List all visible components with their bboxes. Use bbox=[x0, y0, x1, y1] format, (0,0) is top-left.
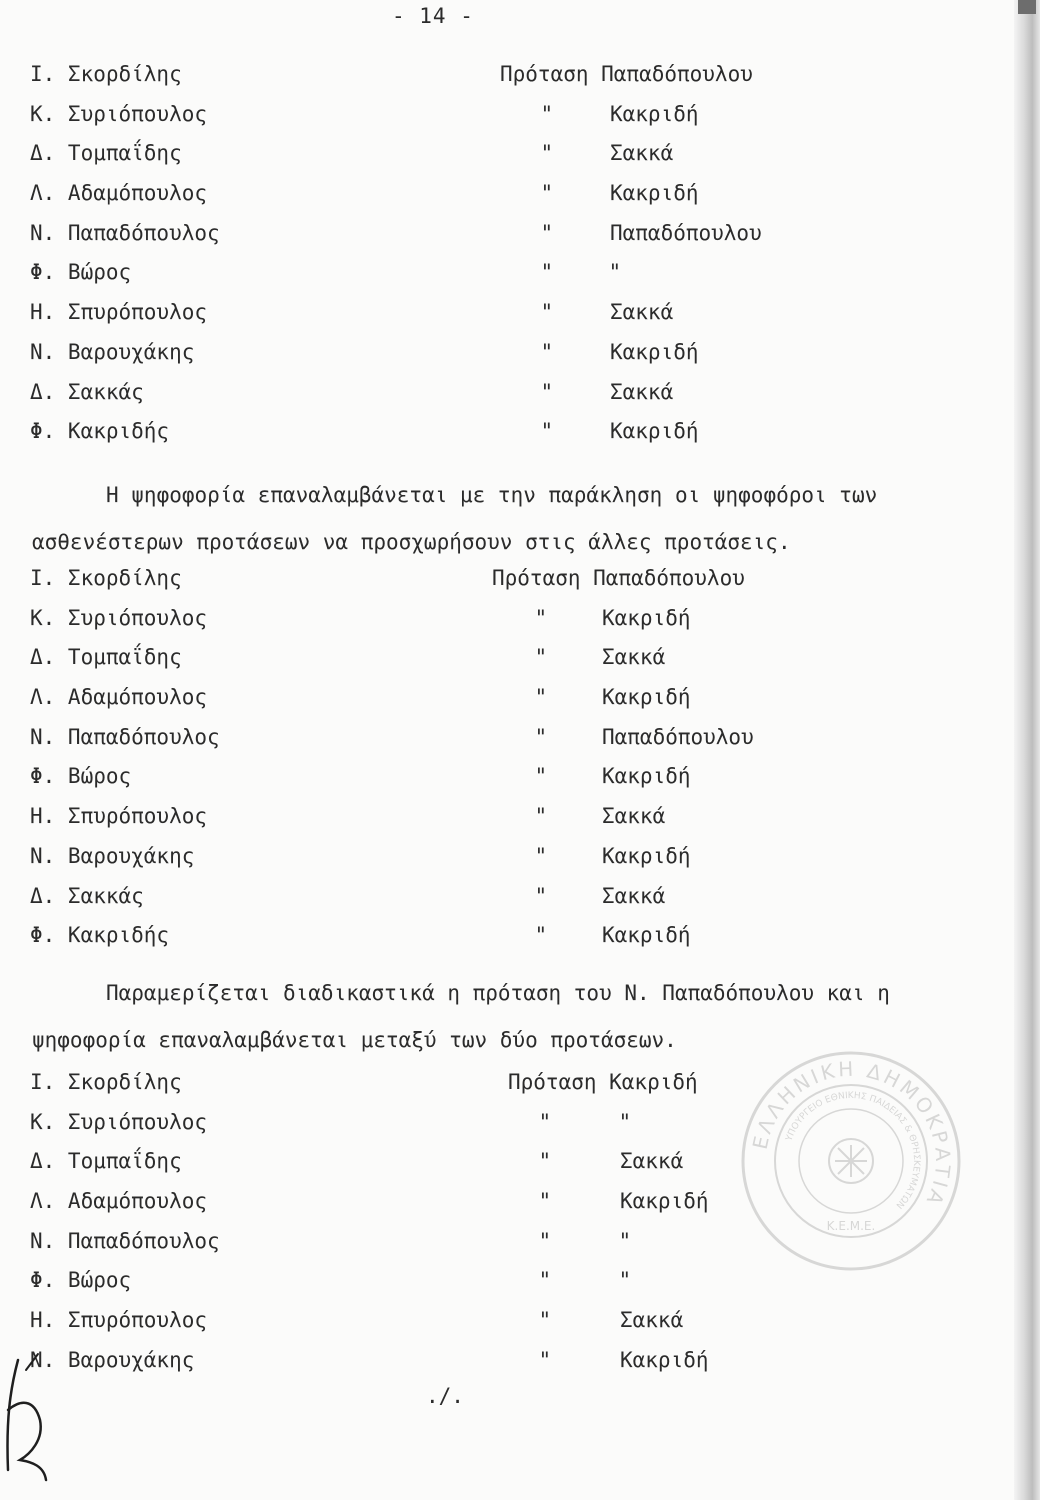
vote-row bbox=[30, 300, 830, 340]
ditto-mark: " bbox=[540, 1268, 550, 1293]
vote-choice: Σακκά bbox=[602, 645, 666, 670]
vote-choice: Κακριδή bbox=[610, 339, 699, 364]
member-name: Δ. Τομπαΐδης bbox=[30, 645, 182, 670]
vote-choice: Κακριδή bbox=[602, 764, 691, 789]
vote-row bbox=[30, 141, 830, 181]
member-name: Ι. Σκορδίλης bbox=[30, 566, 182, 590]
vote-row bbox=[30, 1229, 830, 1269]
vote-row bbox=[30, 181, 830, 221]
member-name: Δ. Τομπαΐδης bbox=[30, 1149, 182, 1174]
vote-row bbox=[30, 1189, 830, 1229]
ditto-mark: " bbox=[540, 1347, 550, 1372]
proposal-header: Πρόταση Παπαδόπουλου bbox=[492, 566, 745, 590]
end-mark: ./. bbox=[426, 1384, 464, 1408]
ditto-mark: " bbox=[540, 1228, 550, 1253]
vote-row bbox=[30, 645, 830, 685]
paragraph-line: Παραμερίζεται διαδικαστικά η πρόταση του Ν. Παπαδόπουλου και η bbox=[106, 981, 890, 1005]
vote-row bbox=[30, 419, 830, 459]
vote-choice: Σακκά bbox=[620, 1308, 684, 1333]
member-name: Κ. Συριόπουλος bbox=[30, 101, 208, 126]
vote-row bbox=[30, 221, 830, 261]
vote-choice: Κακριδή bbox=[602, 605, 691, 630]
vote-choice: " bbox=[620, 1228, 630, 1253]
ditto-mark: " bbox=[542, 379, 552, 404]
ditto-mark: " bbox=[540, 1149, 550, 1174]
paragraph-line: ασθενέστερων προτάσεων να προσχωρήσουν στις άλλες προτάσεις. bbox=[32, 530, 791, 554]
vote-choice: Κακριδή bbox=[602, 843, 691, 868]
vote-choice: Κακριδή bbox=[620, 1347, 709, 1372]
vote-choice: Κακριδή bbox=[602, 685, 691, 710]
member-name: Λ. Αδαμόπουλος bbox=[30, 181, 208, 206]
vote-row bbox=[30, 685, 830, 725]
member-name: Κ. Συριόπουλος bbox=[30, 605, 208, 630]
vote-row bbox=[30, 1149, 830, 1189]
official-stamp bbox=[738, 1048, 964, 1274]
vote-choice: Κακριδή bbox=[620, 1189, 709, 1214]
vote-row bbox=[30, 1110, 830, 1150]
proposal-header: Πρόταση Παπαδόπουλου bbox=[500, 62, 753, 86]
ditto-mark: " bbox=[542, 419, 552, 444]
paragraph-line: Η ψηφοφορία επαναλαμβάνεται με την παράκληση οι ψηφοφόροι των bbox=[106, 483, 878, 507]
ditto-mark: " bbox=[536, 923, 546, 948]
vote-row bbox=[30, 102, 830, 142]
vote-row bbox=[30, 844, 830, 884]
ditto-mark: " bbox=[536, 605, 546, 630]
vote-choice: Σακκά bbox=[610, 379, 674, 404]
member-name: Η. Σπυρόπουλος bbox=[30, 804, 208, 829]
vote-row bbox=[30, 260, 830, 300]
vote-choice: Κακριδή bbox=[610, 181, 699, 206]
vote-row bbox=[30, 606, 830, 646]
vote-choice: Κακριδή bbox=[610, 101, 699, 126]
vote-row bbox=[30, 725, 830, 765]
member-name: Η. Σπυρόπουλος bbox=[30, 300, 208, 325]
vote-row bbox=[30, 923, 830, 963]
ditto-mark: " bbox=[536, 883, 546, 908]
vote-row bbox=[30, 62, 830, 102]
vote-choice: Σακκά bbox=[620, 1149, 684, 1174]
vote-row bbox=[30, 380, 830, 420]
ditto-mark: " bbox=[536, 685, 546, 710]
stamp-inner-text: ΥΠΟΥΡΓΕΙΟ ΕΘΝΙΚΗΣ ΠΑΙΔΕΙΑΣ & ΘΡΗΣΚΕΥΜΑΤΩΝ bbox=[784, 1090, 922, 1211]
member-name: Ν. Παπαδόπουλος bbox=[30, 1228, 220, 1253]
paragraph-line: ψηφοφορία επαναλαμβάνεται μεταξύ των δύο προτάσεων. bbox=[32, 1028, 677, 1052]
page-edge-shadow bbox=[1014, 0, 1040, 1500]
member-name: Δ. Σακκάς bbox=[30, 379, 144, 404]
member-name: Λ. Αδαμόπουλος bbox=[30, 1189, 208, 1214]
member-name: Φ. Κακριδής bbox=[30, 923, 170, 948]
paragraph-repeat-vote bbox=[32, 472, 962, 566]
vote-choice: " bbox=[620, 1268, 630, 1293]
vote-choice: Κακριδή bbox=[602, 923, 691, 948]
vote-choice: Σακκά bbox=[610, 141, 674, 166]
vote-choice: Σακκά bbox=[602, 883, 666, 908]
ditto-mark: " bbox=[542, 141, 552, 166]
stamp-outer-text: ΕΛΛΗΝΙΚΗ ΔΗΜΟΚΡΑΤΙΑ bbox=[747, 1056, 956, 1211]
ditto-mark: " bbox=[536, 804, 546, 829]
vote-row bbox=[30, 566, 830, 606]
member-name: Ν. Βαρουχάκης bbox=[30, 339, 195, 364]
vote-round-1 bbox=[30, 62, 830, 459]
member-name: Ι. Σκορδίλης bbox=[30, 1070, 182, 1094]
page-number: - 14 - bbox=[392, 4, 474, 28]
vote-row bbox=[30, 1308, 830, 1348]
member-name: Δ. Τομπαΐδης bbox=[30, 141, 182, 166]
corner-mark bbox=[1018, 0, 1036, 14]
vote-row bbox=[30, 1070, 830, 1110]
vote-choice: Παπαδόπουλου bbox=[602, 724, 754, 749]
vote-choice: Σακκά bbox=[610, 300, 674, 325]
vote-row bbox=[30, 804, 830, 844]
ditto-mark: " bbox=[540, 1109, 550, 1134]
vote-choice: Κακριδή bbox=[610, 419, 699, 444]
member-name: Φ. Βώρος bbox=[30, 764, 132, 789]
member-name: Ι. Σκορδίλης bbox=[30, 62, 182, 86]
ditto-mark: " bbox=[536, 843, 546, 868]
vote-row bbox=[30, 1348, 830, 1388]
ditto-mark: " bbox=[542, 220, 552, 245]
vote-row bbox=[30, 764, 830, 804]
member-name: Ν. Παπαδόπουλος bbox=[30, 724, 220, 749]
vote-round-3 bbox=[30, 1070, 830, 1388]
ditto-mark: " bbox=[540, 1308, 550, 1333]
member-name: Ν. Παπαδόπουλος bbox=[30, 220, 220, 245]
member-name: Ν. Βαρουχάκης bbox=[30, 843, 195, 868]
handwritten-initials bbox=[0, 1350, 60, 1490]
member-name: Φ. Κακριδής bbox=[30, 419, 170, 444]
stamp-bottom-text: Κ.Ε.Μ.Ε. bbox=[826, 1219, 876, 1233]
member-name: Η. Σπυρόπουλος bbox=[30, 1308, 208, 1333]
ditto-mark: " bbox=[536, 645, 546, 670]
vote-choice: Σακκά bbox=[602, 804, 666, 829]
member-name: Ν. Βαρουχάκης bbox=[30, 1347, 195, 1372]
vote-choice: " bbox=[620, 1109, 630, 1134]
vote-row bbox=[30, 884, 830, 924]
ditto-mark: " bbox=[542, 181, 552, 206]
ditto-mark: " bbox=[542, 300, 552, 325]
ditto-mark: " bbox=[542, 260, 552, 285]
vote-row bbox=[30, 340, 830, 380]
vote-row bbox=[30, 1268, 830, 1308]
member-name: Δ. Σακκάς bbox=[30, 883, 144, 908]
member-name: Φ. Βώρος bbox=[30, 260, 132, 285]
member-name: Κ. Συριόπουλος bbox=[30, 1109, 208, 1134]
ditto-mark: " bbox=[542, 101, 552, 126]
vote-round-2 bbox=[30, 566, 830, 963]
member-name: Λ. Αδαμόπουλος bbox=[30, 685, 208, 710]
vote-choice: Παπαδόπουλου bbox=[610, 220, 762, 245]
ditto-mark: " bbox=[536, 764, 546, 789]
ditto-mark: " bbox=[540, 1189, 550, 1214]
member-name: Φ. Βώρος bbox=[30, 1268, 132, 1293]
proposal-header: Πρόταση Κακριδή bbox=[508, 1070, 698, 1094]
ditto-mark: " bbox=[536, 724, 546, 749]
vote-choice: " bbox=[610, 260, 620, 285]
ditto-mark: " bbox=[542, 339, 552, 364]
